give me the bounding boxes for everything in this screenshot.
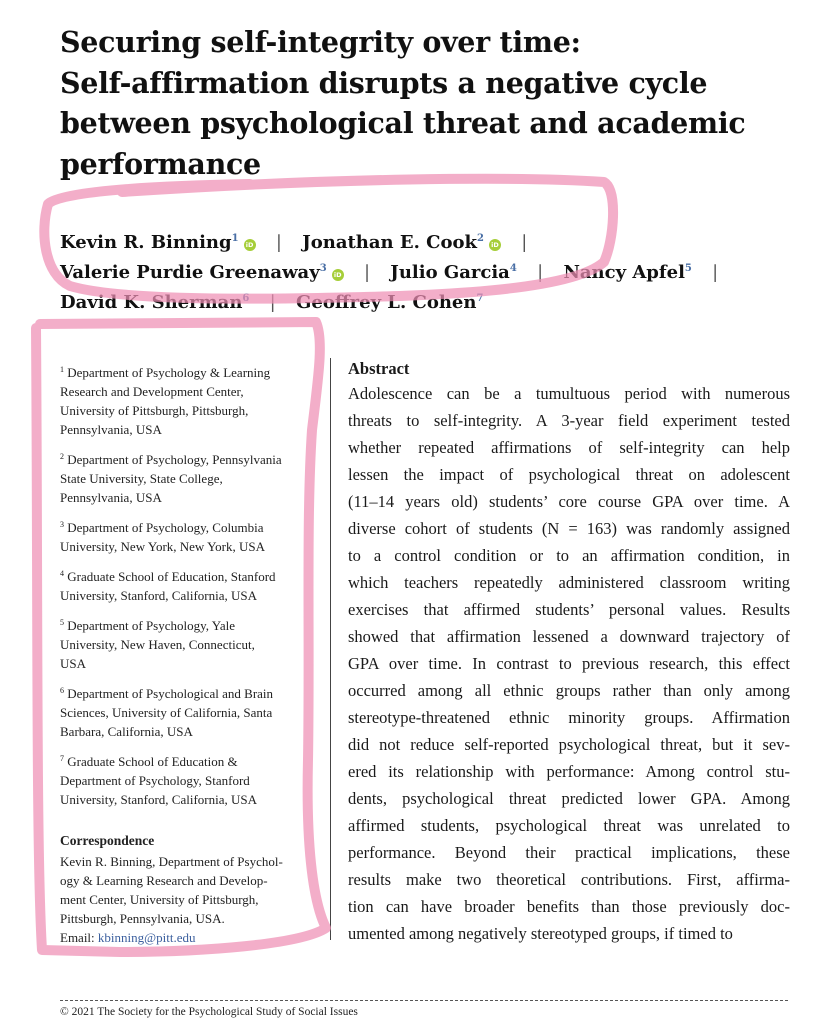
title-line: Securing self-integrity over time:	[60, 25, 581, 59]
abstract-line: ered its relationship with performance: Among control stu-	[348, 762, 790, 781]
author-cohen[interactable]: Geoffrey L. Cohen$^7$	[296, 292, 484, 313]
author-separator: |	[269, 292, 276, 313]
abstract-line: lessen the impact of psychological threat on adolescent	[348, 465, 790, 484]
affiliation-2: $^2$ Department of Psychology, Pennsylvania State University, State College, Pennsylvania, USA	[60, 452, 282, 505]
author-separator: |	[363, 262, 371, 283]
affiliation-4: $^4$ Graduate School of Education, Stanford University, Stanford, California, USA	[60, 569, 276, 603]
email-link[interactable]: kbinning@pitt.edu	[97, 930, 196, 945]
abstract-heading: Abstract	[348, 359, 410, 378]
footer-rule	[60, 1000, 788, 1001]
author-line	[60, 254, 780, 284]
affiliation-6: $^6$ Department of Psychological and Brain Sciences, University of California, Santa Barbara, California, USA	[60, 686, 274, 739]
abstract-line: which teachers repeatedly administered classroom writing	[348, 573, 790, 592]
author-separator: |	[537, 262, 544, 283]
abstract-line: showed that affirmation lessened a downward trajectory of	[348, 627, 790, 646]
abstract-line: whether repeated affirmations of self-integrity can help	[348, 438, 790, 457]
abstract-line: umented among negatively stereotyped groups, if timed to	[348, 924, 733, 943]
author-separator: |	[521, 232, 528, 253]
orcid-icon[interactable]: iD	[332, 269, 344, 281]
abstract-line: to a control condition or to an affirmation condition, in	[348, 546, 790, 565]
abstract-line: dents, psychological threat predicted lower GPA. Among	[348, 789, 790, 808]
abstract-line: tion can have broader benefits than those previously doc-	[348, 897, 790, 916]
author-sherman[interactable]: David K. Sherman$^6$	[60, 292, 250, 313]
author-separator: |	[712, 262, 719, 283]
abstract-line: (11–14 years old) students’ core course GPA over time. A	[348, 492, 790, 511]
abstract-line: stereotype-threatened ethnic minority groups. Affirmation	[348, 708, 790, 727]
affiliation-1: $^1$ Department of Psychology & Learning Research and Development Center, University of Pittsburgh, Pittsburgh, Pennsylvania, USA	[60, 365, 271, 437]
column-divider	[330, 358, 331, 940]
affiliation-7: $^7$ Graduate School of Education & Department of Psychology, Stanford University, Stanford, California, USA	[60, 754, 258, 807]
copyright-footer: © 2021 The Society for the Psychological Study of Social Issues	[60, 1006, 358, 1018]
abstract-body	[348, 380, 790, 947]
author-cook[interactable]: Jonathan E. Cook$^2$	[302, 232, 484, 253]
author-greenaway[interactable]: Valerie Purdie Greenaway$^3$	[60, 262, 327, 283]
abstract	[348, 358, 790, 947]
affiliations-column	[60, 360, 322, 947]
author-garcia[interactable]: Julio Garcia$^4$	[390, 262, 517, 283]
orcid-icon[interactable]: iD	[489, 239, 501, 251]
correspondence: Correspondence Kevin R. Binning, Department of Psychol- ogy & Learning Research and Develop- ment Center, University of Pittsburgh, Pittsburgh, Pennsylvania, USA. Email: kbinning@pitt.edu	[60, 831, 322, 947]
abstract-line: results make two theoretical contributions. First, affirma-	[348, 870, 790, 889]
abstract-line: performance. Beyond their practical implications, these	[348, 843, 790, 862]
author-apfel[interactable]: Nancy Apfel$^5$	[563, 262, 692, 283]
affiliation-5: $^5$ Department of Psychology, Yale University, New Haven, Connecticut, USA	[60, 618, 255, 671]
title-line: Self-affirmation disrupts a negative cycle	[60, 65, 708, 100]
title-line: performance	[60, 146, 261, 181]
abstract-line: occurred among all ethnic groups rather than only among	[348, 681, 790, 700]
abstract-line: GPA over time. In contrast to previous research, this effect	[348, 654, 790, 673]
abstract-line: threats to self-integrity. A 3-year field experiment tested	[348, 411, 790, 430]
author-line	[60, 224, 780, 254]
abstract-line: Adolescence can be a tumultuous period with numerous	[348, 384, 790, 403]
author-line	[60, 284, 780, 314]
abstract-line: exercises that affirmed students’ personal values. Results	[348, 600, 790, 619]
author-separator: |	[275, 232, 282, 253]
affiliation-3: $^3$ Department of Psychology, Columbia University, New York, New York, USA	[60, 520, 266, 554]
abstract-line: affirmed students, psychological threat was unrelated to	[348, 816, 790, 835]
correspondence-heading: Correspondence	[60, 833, 155, 848]
orcid-icon[interactable]: iD	[244, 239, 256, 251]
abstract-line: did not reduce self-reported psychological threat, but it sev-	[348, 735, 790, 754]
abstract-line: diverse cohort of students (N = 163) was randomly assigned	[348, 519, 790, 538]
author-binning[interactable]: Kevin R. Binning$^1$	[60, 232, 239, 253]
paper-title	[60, 22, 800, 184]
author-list	[60, 224, 780, 314]
title-line: between psychological threat and academic	[60, 106, 746, 140]
